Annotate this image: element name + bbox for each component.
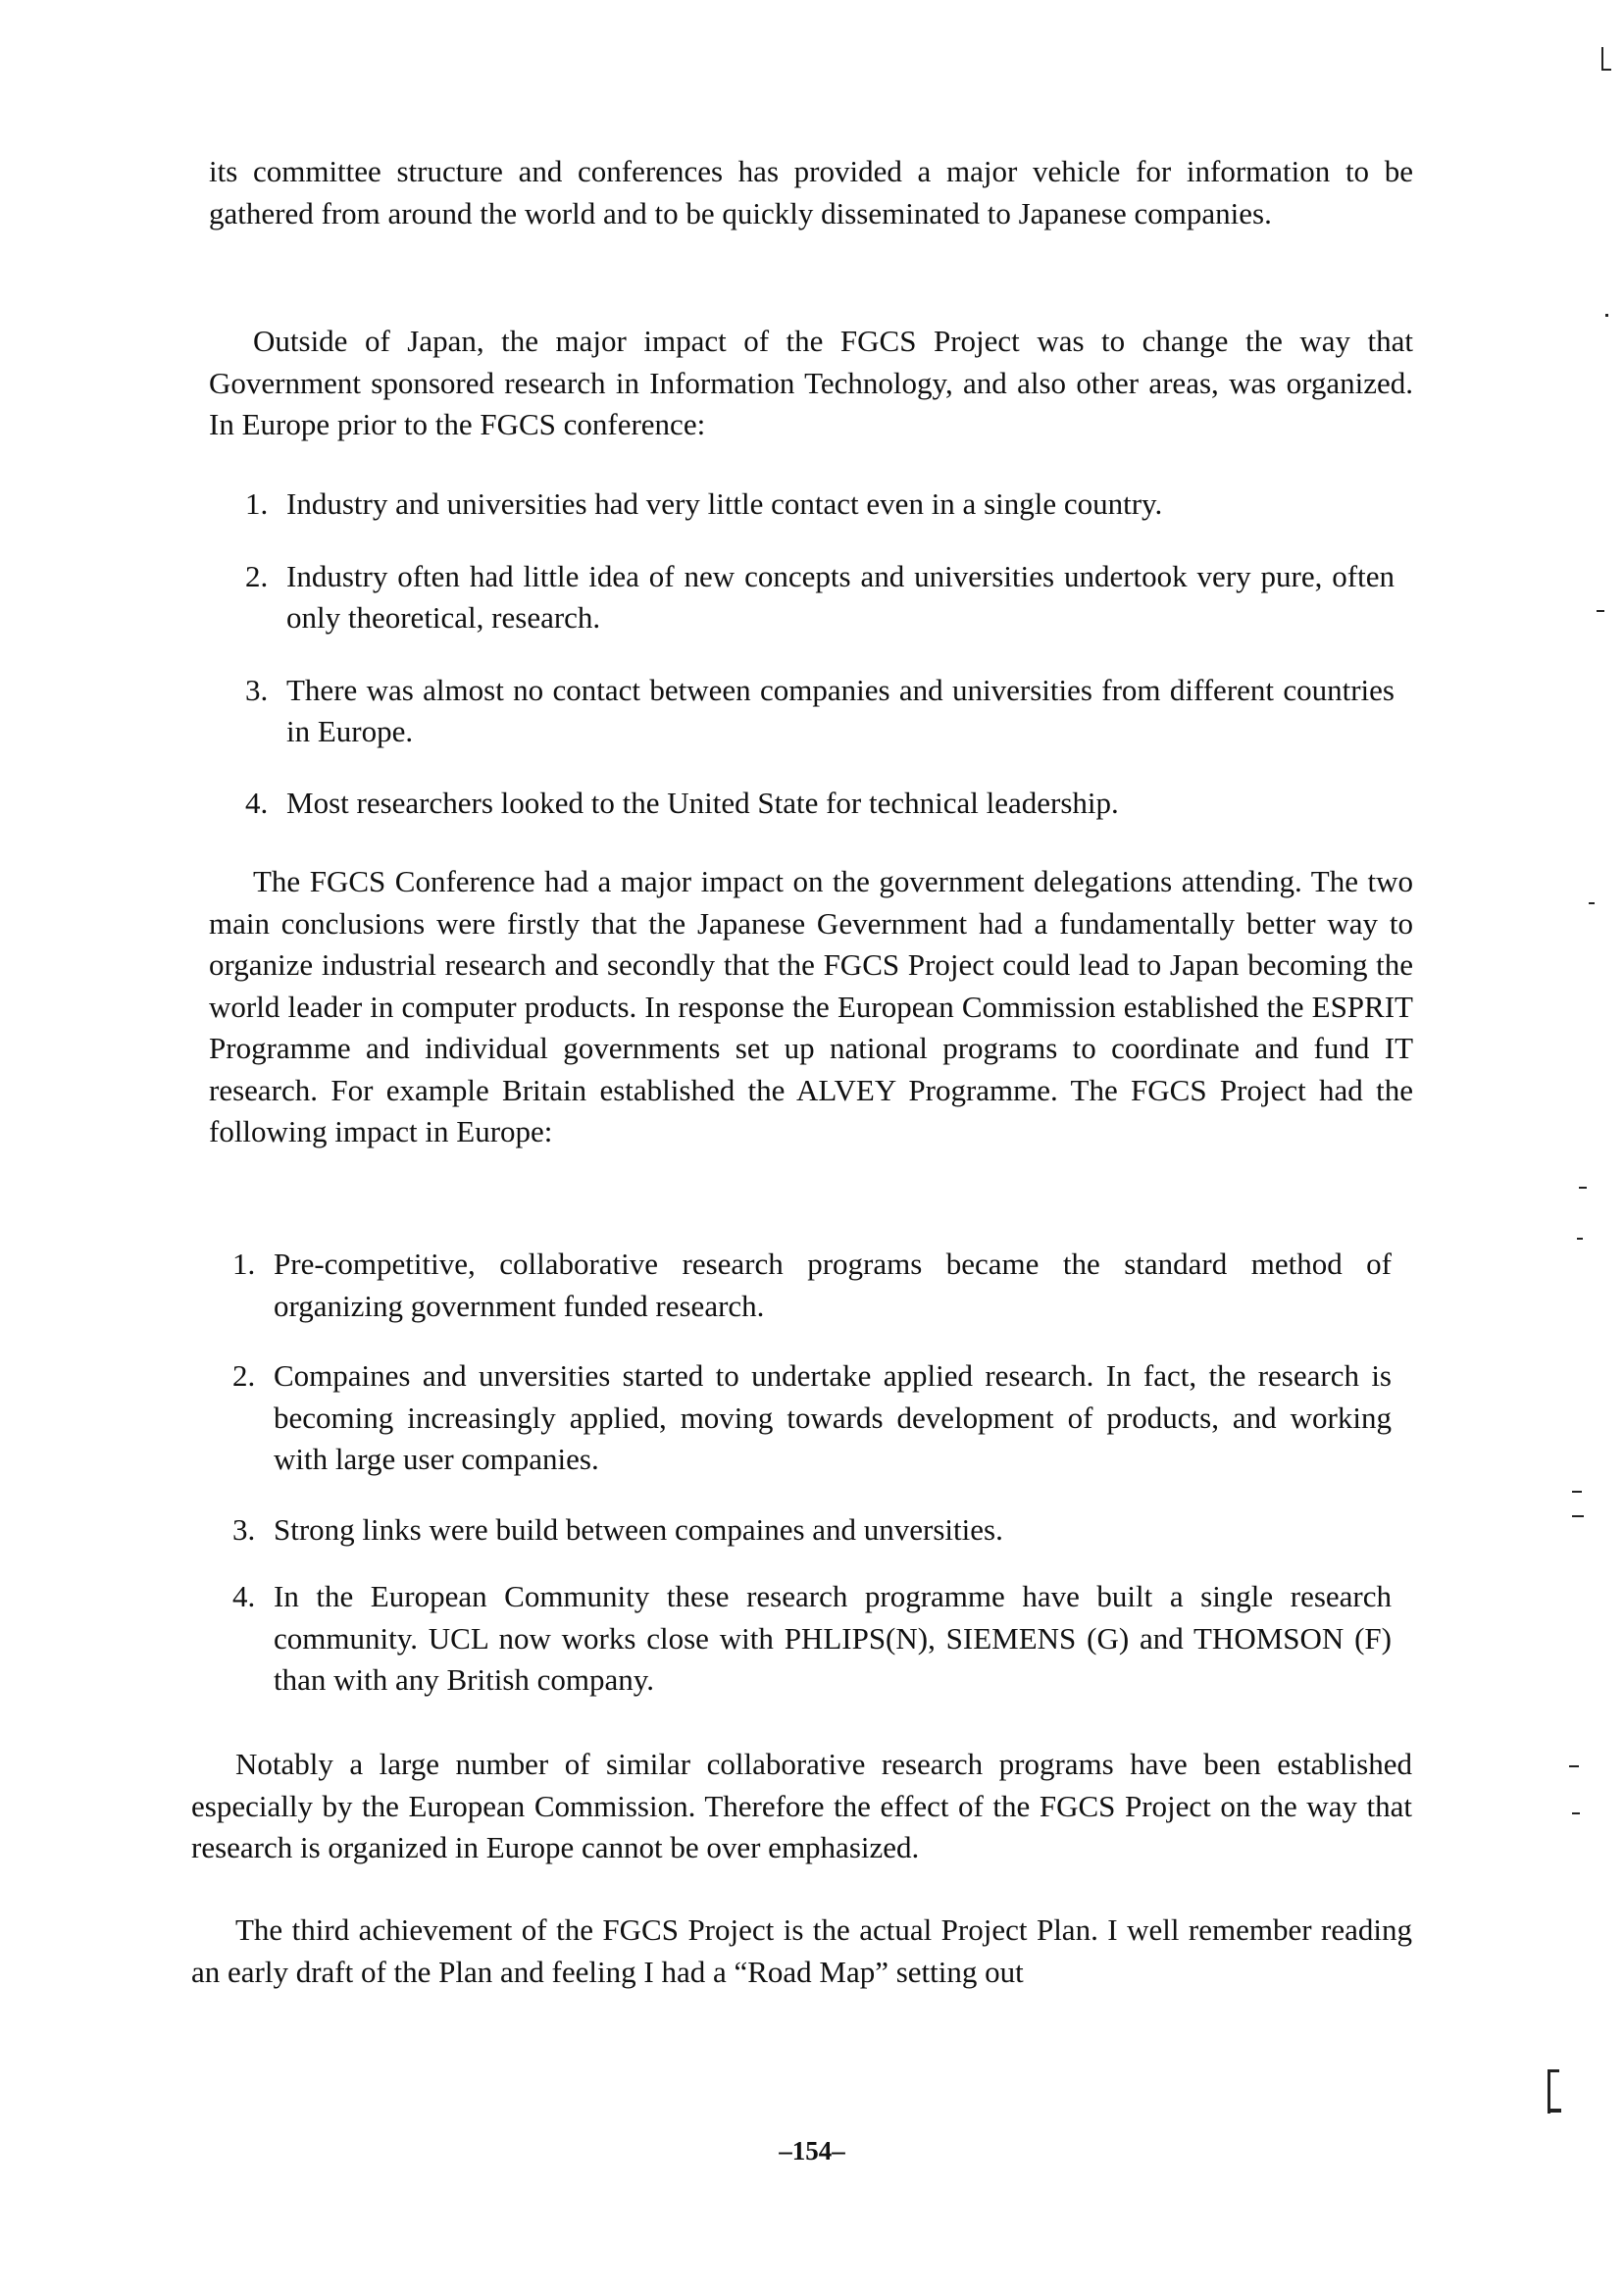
- scan-artifact: [1605, 314, 1608, 317]
- list-number: 2.: [232, 1358, 256, 1393]
- list-number: 1.: [245, 486, 269, 521]
- list-number: 3.: [232, 1511, 256, 1547]
- paragraph-fgcs-conference: The FGCS Conference had a major impact on the government delegations attending. The two main conclusions were firstly that the Japanese Gevernment had a fundamentally better way to organize industrial research and secondly that the FGCS Project could lead to Japan becoming the world leader in computer products. In response the European Commission established the ESPRIT Programme and individual governments set up national programs to coordinate and fund IT research. For example Britain established the ALVEY Programme. The FGCS Project had the following impact in Europe:: [209, 864, 1413, 1148]
- list-number: 4.: [245, 785, 269, 820]
- scan-artifact: [1548, 2109, 1561, 2113]
- scan-artifact: [1572, 1515, 1584, 1517]
- list-text: Industry often had little idea of new concepts and universities undertook very pure, often only theoretical, research.: [286, 558, 1395, 635]
- scan-artifact: [1601, 47, 1603, 69]
- list-item: [232, 1355, 1392, 1481]
- scan-artifact: [1548, 2069, 1559, 2072]
- scan-artifact: [1601, 69, 1611, 71]
- list-text: In the European Community these research programme have built a single research community. UCL now works close with PHLIPS(N), SIEMENS (G) and THOMSON (F) than with any British company.: [274, 1579, 1392, 1697]
- list-item: [232, 1576, 1392, 1702]
- list-item: [245, 783, 1395, 825]
- scan-artifact: [1589, 902, 1595, 904]
- list-number: 3.: [245, 672, 269, 707]
- list-impact-europe: [232, 1244, 1392, 1702]
- list-text: Compaines and unversities started to undertake applied research. In fact, the research is becoming increasingly applied, moving towards development of products, and working with large user companies.: [274, 1358, 1392, 1476]
- list-item: [245, 556, 1395, 639]
- list-text: Pre-competitive, collaborative research programs became the standard method of organizing government funded research.: [274, 1247, 1392, 1323]
- scan-artifact: [1579, 1187, 1587, 1189]
- list-europe-prior: [245, 484, 1395, 824]
- scan-artifact: [1572, 1491, 1582, 1493]
- scan-artifact: [1548, 2069, 1550, 2114]
- list-text: Most researchers looked to the United State for technical leadership.: [286, 785, 1119, 820]
- scan-artifact: [1577, 1238, 1583, 1240]
- list-number: 1.: [232, 1247, 256, 1281]
- paragraph-third-achievement: The third achievement of the FGCS Project is the actual Project Plan. I well remember reading an early draft of the Plan and feeling I had a “Road Map” setting out: [191, 1912, 1412, 1989]
- list-number: 4.: [232, 1579, 256, 1613]
- scan-artifact: [1597, 610, 1604, 612]
- list-item: [245, 670, 1395, 753]
- paragraph-outside-japan: Outside of Japan, the major impact of the FGCS Project was to change the way that Government sponsored research in Information Technology, and also other areas, was organized. In Europe prior to the FGCS conference:: [209, 324, 1413, 441]
- list-item: [232, 1509, 1392, 1552]
- scan-artifact: [1572, 1812, 1580, 1814]
- paragraph-continuation: its committee structure and conferences has provided a major vehicle for information to be gathered from around the world and to be quickly disseminated to Japanese companies.: [209, 154, 1413, 230]
- paragraph-notably: Notably a large number of similar collaborative research programs have been established especially by the European Commission. Therefore the effect of the FGCS Project on the way that research is organized in Europe cannot be over emphasized.: [191, 1747, 1412, 1864]
- list-text: There was almost no contact between companies and universities from different countries in Europe.: [286, 672, 1395, 748]
- page-number: –154–: [779, 2136, 845, 2166]
- list-text: Industry and universities had very little contact even in a single country.: [286, 486, 1163, 521]
- scan-artifact: [1569, 1765, 1579, 1767]
- list-item: [245, 484, 1395, 526]
- list-number: 2.: [245, 558, 269, 593]
- list-item: [232, 1244, 1392, 1327]
- list-text: Strong links were build between compaines and unversities.: [274, 1511, 1003, 1547]
